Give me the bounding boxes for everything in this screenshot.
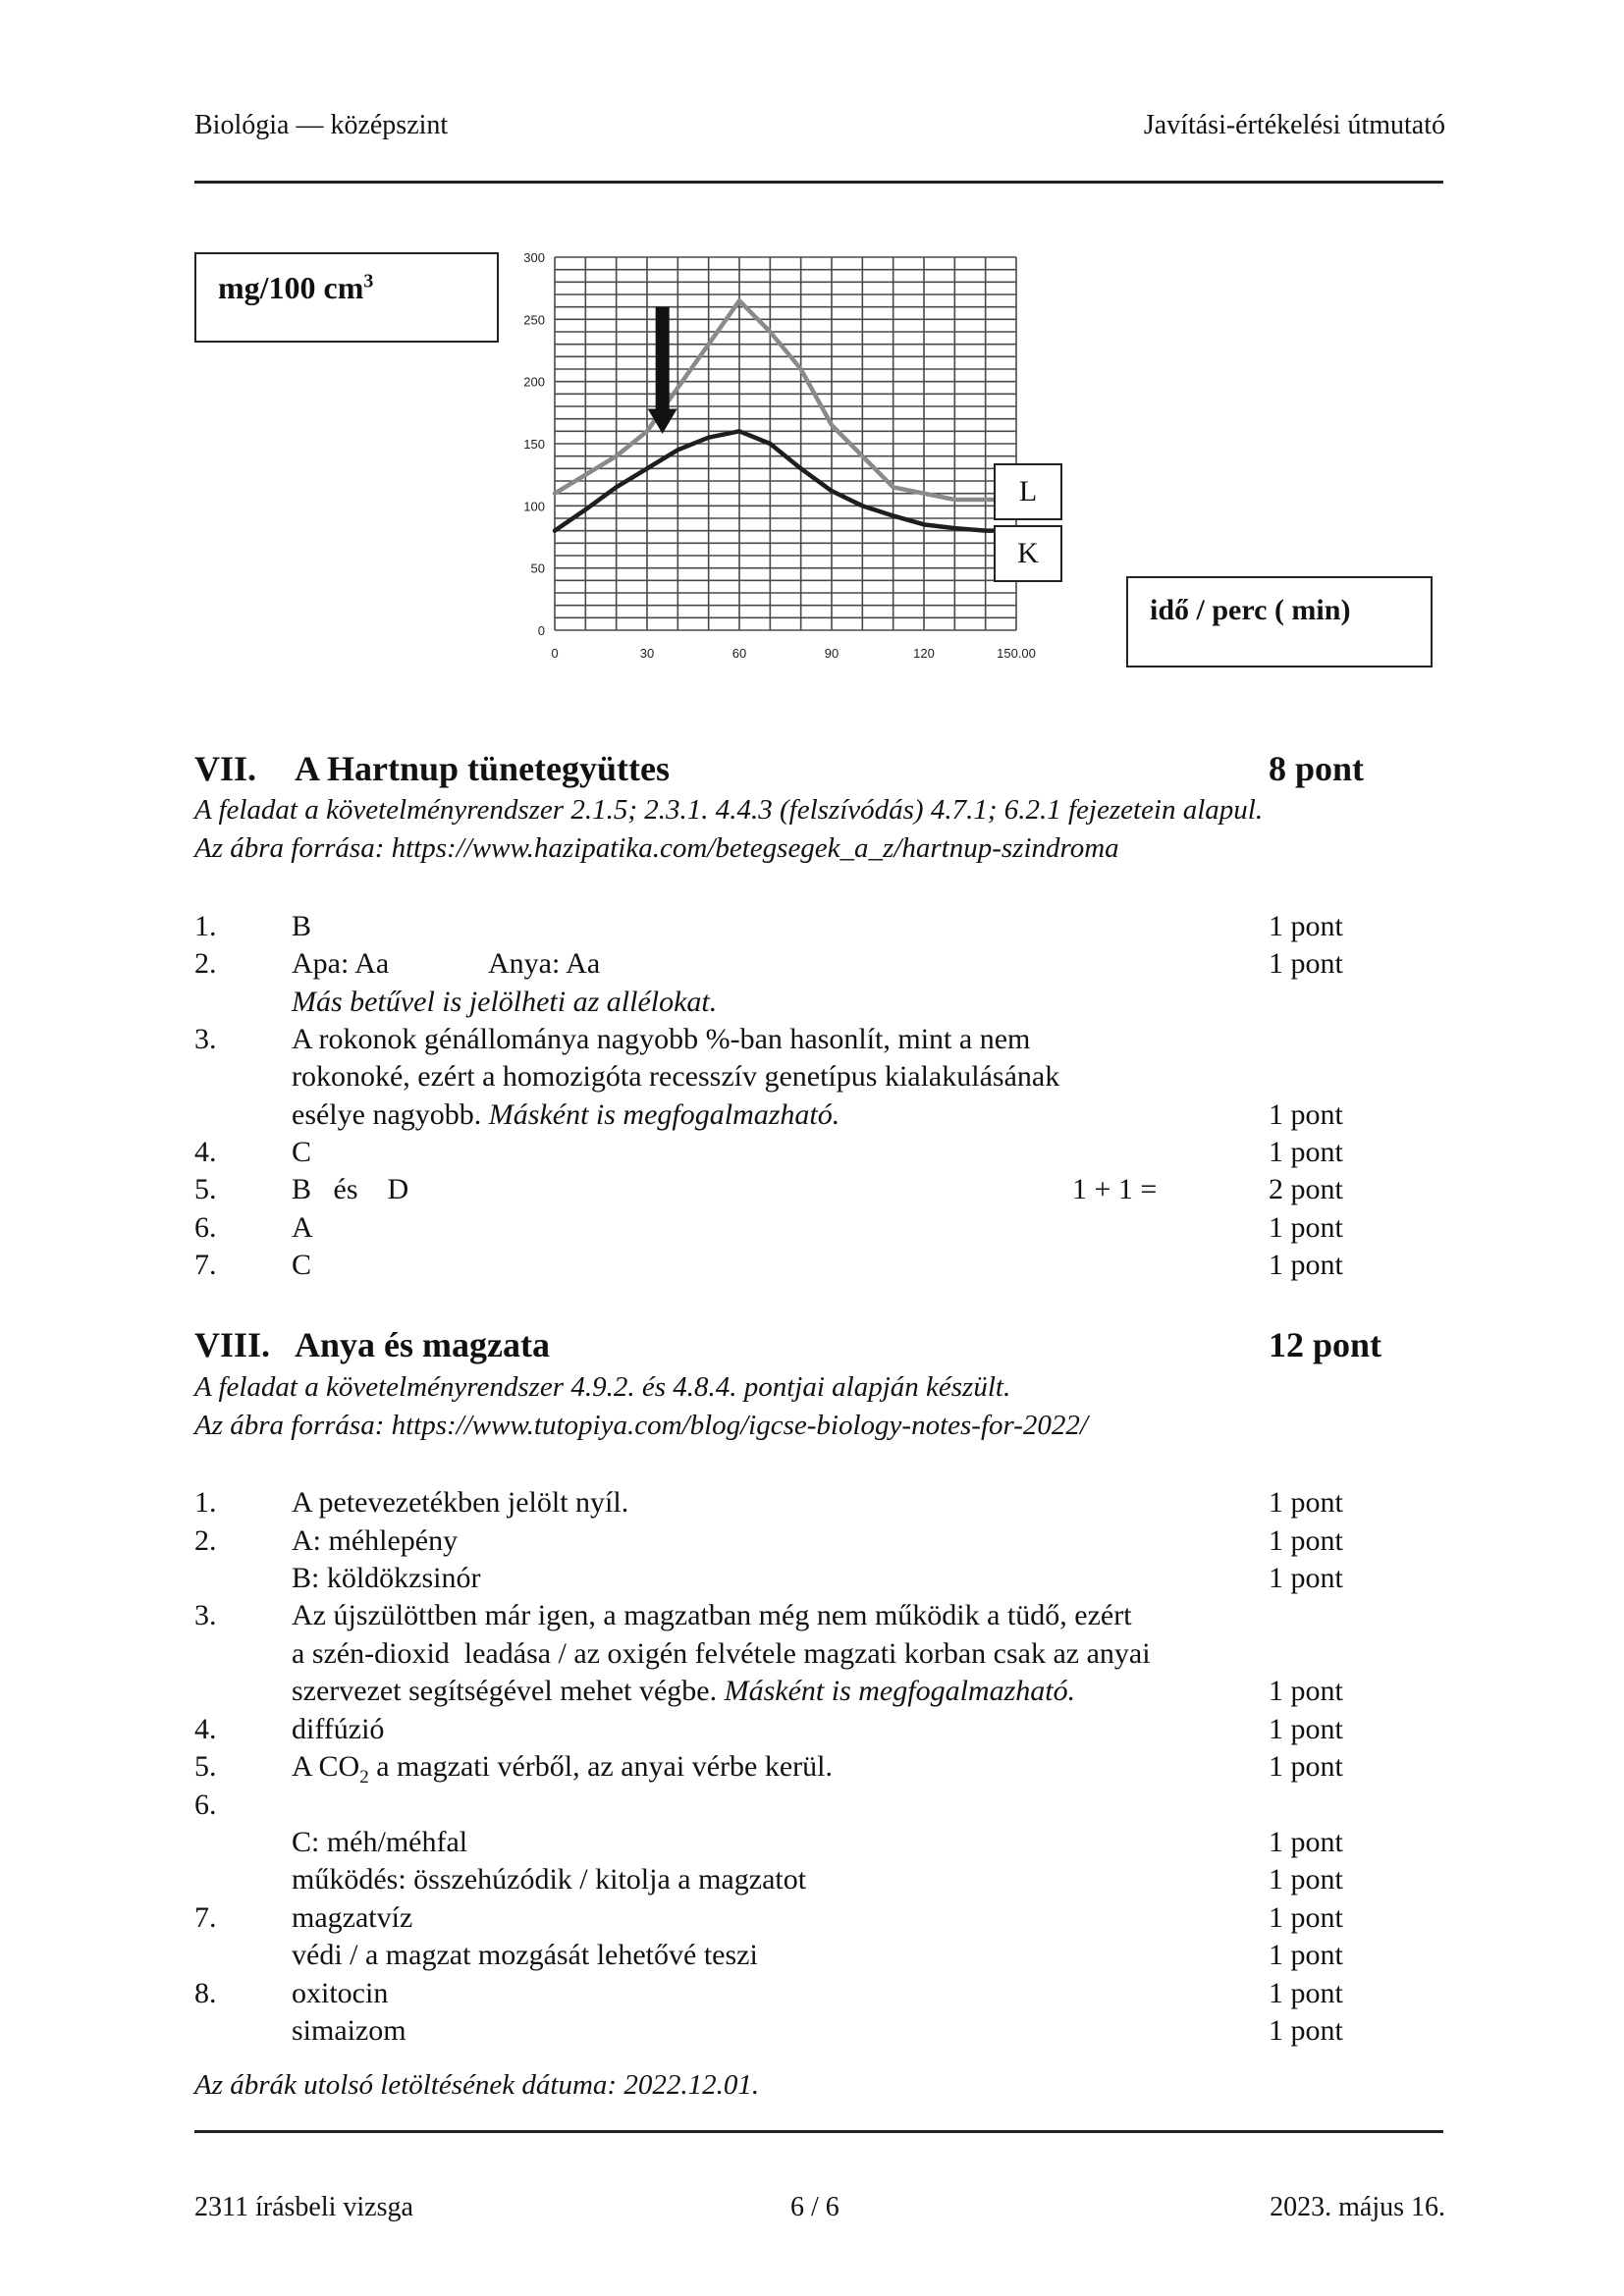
footer-page-number: 6 / 6: [790, 2192, 839, 2222]
answer-italic-note: Másként is megfogalmazható.: [488, 1098, 840, 1131]
answer-number: 5.: [194, 1173, 217, 1205]
y-unit-label: mg/100 cm: [218, 270, 364, 305]
footer-exam-code: 2311 írásbeli vizsga: [194, 2192, 413, 2222]
x-tick-label: 90: [824, 646, 839, 661]
answer-text: magzatvíz: [292, 1901, 413, 1934]
answer-points: 1 pont: [1269, 1977, 1343, 2009]
answer-points: 1 pont: [1269, 2014, 1343, 2047]
answer-text: C: [292, 1136, 312, 1168]
answer-points: 1 pont: [1269, 1901, 1343, 1934]
answer-number: 3.: [194, 1599, 217, 1631]
answer-points: 1 pont: [1269, 1524, 1343, 1557]
header-rule: [194, 181, 1443, 184]
answer-number: 7.: [194, 1249, 217, 1281]
answer-points: 1 pont: [1269, 1863, 1343, 1896]
answer-calc: 1 + 1 =: [1072, 1173, 1158, 1205]
curve-label-L: L: [994, 463, 1062, 520]
answer-text: oxitocin: [292, 1977, 389, 2009]
section-7-number: VII.: [194, 749, 257, 788]
x-tick-labels: [551, 646, 1036, 661]
section-8-title: Anya és magzata: [295, 1325, 550, 1364]
answer-number: 4.: [194, 1713, 217, 1745]
answer-text-rest: a magzati vérből, az anyai vérbe kerül.: [368, 1750, 833, 1783]
x-tick-label: 120: [913, 646, 935, 661]
answer-points: 1 pont: [1269, 1098, 1343, 1131]
answer-points: 1 pont: [1269, 1211, 1343, 1244]
answer-number: 3.: [194, 1023, 217, 1055]
answer-points: 1 pont: [1269, 1675, 1343, 1707]
answer-points: 1 pont: [1269, 1826, 1343, 1858]
answer-text: A: méhlepény: [292, 1524, 459, 1557]
section-8-note-1: A feladat a követelményrendszer 4.9.2. és 4.8.4. pontjai alapján készült.: [194, 1371, 1011, 1403]
answer-text-line: [292, 1673, 1075, 1710]
answer-italic-note: Másként is megfogalmazható.: [724, 1675, 1076, 1707]
footer-date: 2023. május 16.: [1270, 2192, 1445, 2222]
y-tick-label: 150: [523, 437, 545, 452]
answer-text-line: rokonoké, ezért a homozigóta recesszív genetípus kialakulásának: [292, 1060, 1060, 1093]
answer-text: C: [292, 1249, 312, 1281]
answer-points: 1 pont: [1269, 1136, 1343, 1168]
section-7-title: A Hartnup tünetegyüttes: [295, 749, 671, 788]
answer-text: B: köldökzsinór: [292, 1562, 481, 1594]
y-tick-label: 50: [530, 561, 545, 576]
answer-text: [292, 1748, 833, 1796]
x-tick-label: 60: [731, 646, 747, 661]
answer-points: 1 pont: [1269, 910, 1343, 942]
answer-points: 1 pont: [1269, 1939, 1343, 1971]
y-tick-label: 300: [523, 250, 545, 265]
answer-text: A: [292, 1211, 313, 1244]
answer-number: 4.: [194, 1136, 217, 1168]
answer-text: működés: összehúzódik / kitolja a magzatot: [292, 1863, 807, 1896]
answer-text-line: a szén-dioxid leadása / az oxigén felvétele magzati korban csak az anyai: [292, 1637, 1151, 1670]
header-left: Biológia — középszint: [194, 110, 449, 140]
x-tick-label: 0: [551, 646, 559, 661]
arrow-shaft: [656, 307, 670, 413]
answer-points: 1 pont: [1269, 1249, 1343, 1281]
answer-points: 1 pont: [1269, 947, 1343, 980]
x-tick-label: 30: [639, 646, 655, 661]
answer-text: diffúzió: [292, 1713, 385, 1745]
x-unit-box: [1126, 576, 1433, 667]
section-8-number: VIII.: [194, 1325, 271, 1364]
answer-text: Apa: Aa: [292, 947, 390, 980]
answer-points: 1 pont: [1269, 1713, 1343, 1745]
answer-number: 7.: [194, 1901, 217, 1934]
series-line-L: [555, 300, 1016, 500]
answer-text-line: Az újszülöttben már igen, a magzatban még nem működik a tüdő, ezért: [292, 1599, 1132, 1631]
co2-text: A CO: [292, 1750, 360, 1783]
section-8-note-2: Az ábra forrása: https://www.tutopiya.com/blog/igcse-biology-notes-for-2022/: [194, 1410, 1088, 1441]
answer-text: védi / a magzat mozgását lehetővé teszi: [292, 1939, 758, 1971]
answer-number: 1.: [194, 1486, 217, 1519]
answer-text: B és D: [292, 1173, 409, 1205]
answer-number: 2.: [194, 947, 217, 980]
download-date-note: Az ábrák utolsó letöltésének dátuma: 2022.12.01.: [194, 2069, 760, 2101]
answer-text: simaizom: [292, 2014, 406, 2047]
section-8-points: 12 pont: [1269, 1325, 1382, 1364]
chart-arrow: [648, 307, 677, 434]
header-right: Javítási-értékelési útmutató: [1143, 110, 1445, 140]
answer-number: 5.: [194, 1750, 217, 1783]
curve-label-K: K: [994, 525, 1062, 582]
answer-points: 2 pont: [1269, 1173, 1343, 1205]
answer-points: 1 pont: [1269, 1562, 1343, 1594]
answer-text-line: A rokonok génállománya nagyobb %-ban hasonlít, mint a nem: [292, 1023, 1031, 1055]
y-tick-label: 0: [537, 623, 545, 638]
answer-text: C: méh/méhfal: [292, 1826, 468, 1858]
answer-text: Anya: Aa: [488, 947, 601, 980]
y-tick-label: 250: [523, 312, 545, 328]
answer-number: 1.: [194, 910, 217, 942]
chart-series: [555, 300, 1016, 530]
answer-number: 2.: [194, 1524, 217, 1557]
y-unit-box: [194, 252, 499, 343]
glucose-chart: [501, 245, 1051, 687]
answer-points: 1 pont: [1269, 1486, 1343, 1519]
answer-text: B: [292, 910, 312, 942]
answer-text: szervezet segítségével mehet végbe.: [292, 1675, 718, 1707]
answer-number: 8.: [194, 1977, 217, 2009]
y-tick-label: 100: [523, 499, 545, 514]
answer-text: esélye nagyobb.: [292, 1098, 482, 1131]
answer-text: A petevezetékben jelölt nyíl.: [292, 1486, 629, 1519]
y-unit-superscript: 3: [363, 270, 374, 293]
x-tick-label: 150.00: [997, 646, 1036, 661]
footer-rule: [194, 2130, 1443, 2133]
y-tick-label: 200: [523, 374, 545, 390]
answer-text-line: [292, 1096, 839, 1134]
co2-subscript: 2: [359, 1767, 369, 1788]
y-tick-labels: [523, 250, 545, 638]
chart-grid: [555, 257, 1016, 630]
answer-points: 1 pont: [1269, 1750, 1343, 1783]
answer-note-text: Más betűvel is jelölheti az allélokat.: [292, 986, 718, 1018]
section-7-points: 8 pont: [1269, 749, 1365, 788]
section-7-note-2: Az ábra forrása: https://www.hazipatika.com/betegsegek_a_z/hartnup-szindroma: [194, 832, 1119, 864]
section-7-note-1: A feladat a követelményrendszer 2.1.5; 2.3.1. 4.4.3 (felszívódás) 4.7.1; 6.2.1 fejezetein alapul.: [194, 794, 1264, 826]
answer-number: 6.: [194, 1789, 217, 1821]
answer-number: 6.: [194, 1211, 217, 1244]
x-unit-label: idő / perc ( min): [1150, 594, 1351, 626]
